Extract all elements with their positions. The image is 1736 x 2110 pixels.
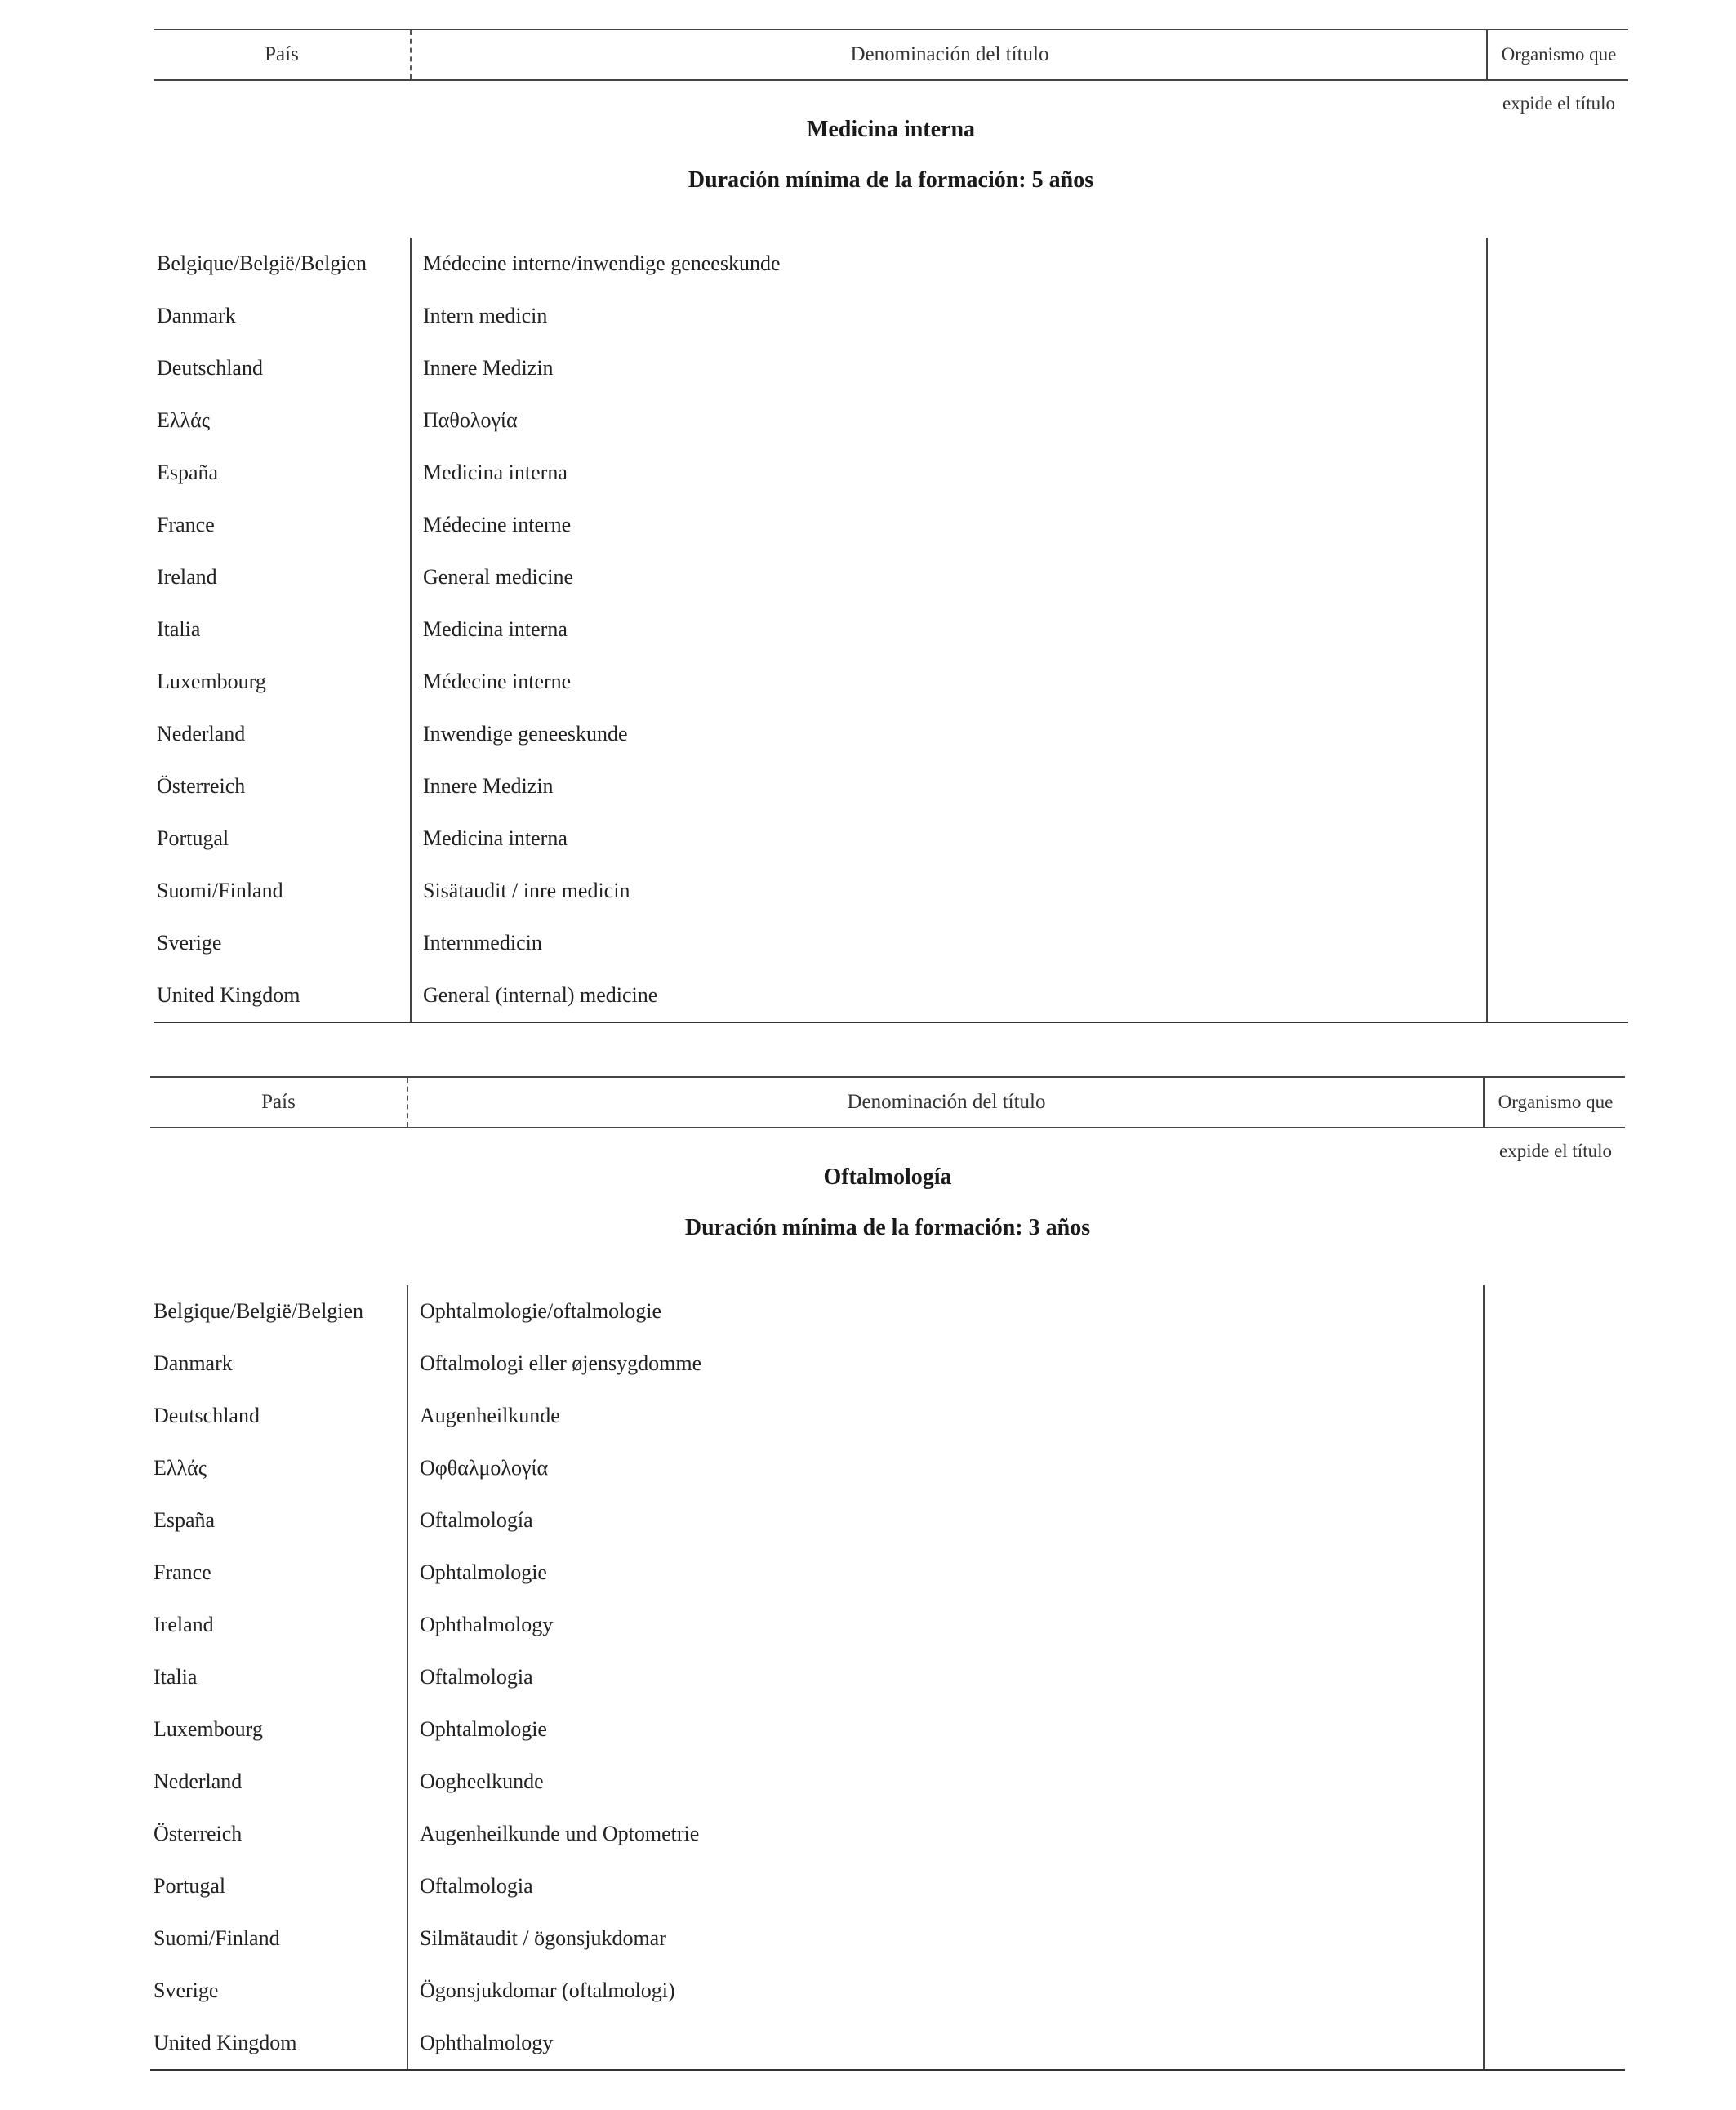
country-cell: Belgique/België/Belgien [157, 252, 367, 275]
table-row [154, 238, 1628, 290]
table-row [154, 290, 1628, 342]
country-cell: Luxembourg [154, 1717, 263, 1741]
diploma-title-cell: Silmätaudit / ögonsjukdomar [420, 1926, 666, 1950]
diploma-title-cell: Intern medicin [423, 304, 548, 327]
country-cell: Portugal [157, 826, 229, 850]
country-cell: Ireland [157, 565, 217, 589]
diploma-title-cell: Παθολογία [423, 408, 518, 432]
table-row [154, 447, 1628, 499]
country-cell: Sverige [154, 1979, 219, 2002]
diploma-title-cell: Augenheilkunde und Optometrie [420, 1822, 700, 1845]
minimum-duration: Duración mínima de la formación: 5 años [688, 167, 1094, 193]
country-cell: United Kingdom [157, 983, 300, 1007]
table-row [150, 1494, 1625, 1547]
table-row [154, 656, 1628, 708]
header-country: País [261, 1091, 296, 1113]
country-cell: Ireland [154, 1613, 214, 1636]
table-row [154, 603, 1628, 656]
table-rows [154, 238, 1628, 1022]
country-cell: France [154, 1560, 211, 1584]
table-header [154, 29, 1628, 114]
specialty-title: Oftalmología [823, 1164, 952, 1190]
country-cell: United Kingdom [154, 2031, 297, 2054]
diploma-title-cell: Ögonsjukdomar (oftalmologi) [420, 1979, 675, 2002]
table-rows [150, 1285, 1625, 2069]
country-cell: Italia [154, 1665, 198, 1689]
table-row [150, 1965, 1625, 2017]
table-row [154, 551, 1628, 603]
diploma-title-cell: Innere Medizin [423, 774, 554, 798]
country-cell: España [157, 461, 219, 484]
diploma-title-cell: Ophtalmologie [420, 1560, 547, 1584]
diploma-title-cell: Medicina interna [423, 617, 568, 641]
table-row [150, 1860, 1625, 1912]
table-row [150, 1651, 1625, 1703]
country-cell: Suomi/Finland [157, 879, 283, 902]
table-row [154, 865, 1628, 917]
table-row [154, 394, 1628, 447]
table-row [150, 1756, 1625, 1808]
diploma-title-cell: Οφθαλμολογία [420, 1456, 549, 1480]
table-row [150, 1338, 1625, 1390]
country-cell: Sverige [157, 931, 222, 955]
diploma-title-cell: Oftalmologia [420, 1665, 533, 1689]
specialty-table-medicina-interna [154, 29, 1628, 1023]
country-cell: Österreich [154, 1822, 243, 1845]
diploma-title-cell: Sisätaudit / inre medicin [423, 879, 630, 902]
table-row [150, 1285, 1625, 1338]
country-cell: Suomi/Finland [154, 1926, 280, 1950]
table-row [150, 1547, 1625, 1599]
country-cell: Deutschland [157, 356, 263, 380]
table-row [154, 917, 1628, 969]
country-cell: Italia [157, 617, 201, 641]
diploma-title-cell: General (internal) medicine [423, 983, 658, 1007]
table-row [150, 1703, 1625, 1756]
table-row [154, 499, 1628, 551]
table-row [154, 708, 1628, 760]
minimum-duration: Duración mínima de la formación: 3 años [684, 1215, 1091, 1240]
header-organism: Organismo que expide el título [1483, 1078, 1627, 1127]
country-cell: Danmark [157, 304, 236, 327]
diploma-title-cell: Inwendige geneeskunde [423, 722, 628, 746]
diploma-title-cell: Internmedicin [423, 931, 542, 955]
diploma-title-cell: Oogheelkunde [420, 1769, 544, 1793]
country-cell: Portugal [154, 1874, 226, 1898]
table-body [150, 1285, 1625, 2071]
diploma-title-cell: Médecine interne [423, 670, 572, 693]
table-row [150, 1808, 1625, 1860]
diploma-title-cell: General medicine [423, 565, 574, 589]
diploma-title-cell: Ophthalmology [420, 1613, 554, 1636]
specialty-table-oftalmologia [150, 1076, 1625, 2071]
country-cell: Belgique/België/Belgien [154, 1299, 364, 1323]
header-title: Denominación del título [407, 1078, 1485, 1127]
table-row [154, 760, 1628, 812]
diploma-title-cell: Ophthalmology [420, 2031, 554, 2054]
diploma-title-cell: Ophtalmologie [420, 1717, 547, 1741]
header-title: Denominación del título [410, 30, 1488, 79]
diploma-title-cell: Ophtalmologie/oftalmologie [420, 1299, 662, 1323]
table-header [150, 1076, 1625, 1161]
table-row [150, 1390, 1625, 1442]
header-country: País [265, 43, 299, 65]
header-organism: Organismo que expide el título [1486, 30, 1630, 79]
country-cell: Deutschland [154, 1404, 260, 1427]
diploma-title-cell: Médecine interne [423, 513, 572, 536]
country-cell: Nederland [157, 722, 246, 746]
diploma-title-cell: Médecine interne/inwendige geneeskunde [423, 252, 781, 275]
country-cell: Danmark [154, 1351, 233, 1375]
specialty-title: Medicina interna [806, 117, 976, 142]
table-row [154, 812, 1628, 865]
country-cell: France [157, 513, 215, 536]
table-row [150, 1599, 1625, 1651]
table-row [154, 969, 1628, 1022]
country-cell: Ελλάς [154, 1456, 207, 1480]
country-cell: Nederland [154, 1769, 243, 1793]
diploma-title-cell: Oftalmología [420, 1508, 533, 1532]
country-cell: Luxembourg [157, 670, 266, 693]
table-row [150, 2017, 1625, 2069]
country-cell: Österreich [157, 774, 246, 798]
diploma-title-cell: Oftalmologia [420, 1874, 533, 1898]
diploma-title-cell: Augenheilkunde [420, 1404, 560, 1427]
diploma-title-cell: Medicina interna [423, 826, 568, 850]
table-body [154, 238, 1628, 1023]
diploma-title-cell: Oftalmologi eller øjensygdomme [420, 1351, 702, 1375]
table-row [150, 1442, 1625, 1494]
country-cell: Ελλάς [157, 408, 211, 432]
table-row [150, 1912, 1625, 1965]
diploma-title-cell: Innere Medizin [423, 356, 554, 380]
table-row [154, 342, 1628, 394]
diploma-title-cell: Medicina interna [423, 461, 568, 484]
country-cell: España [154, 1508, 216, 1532]
